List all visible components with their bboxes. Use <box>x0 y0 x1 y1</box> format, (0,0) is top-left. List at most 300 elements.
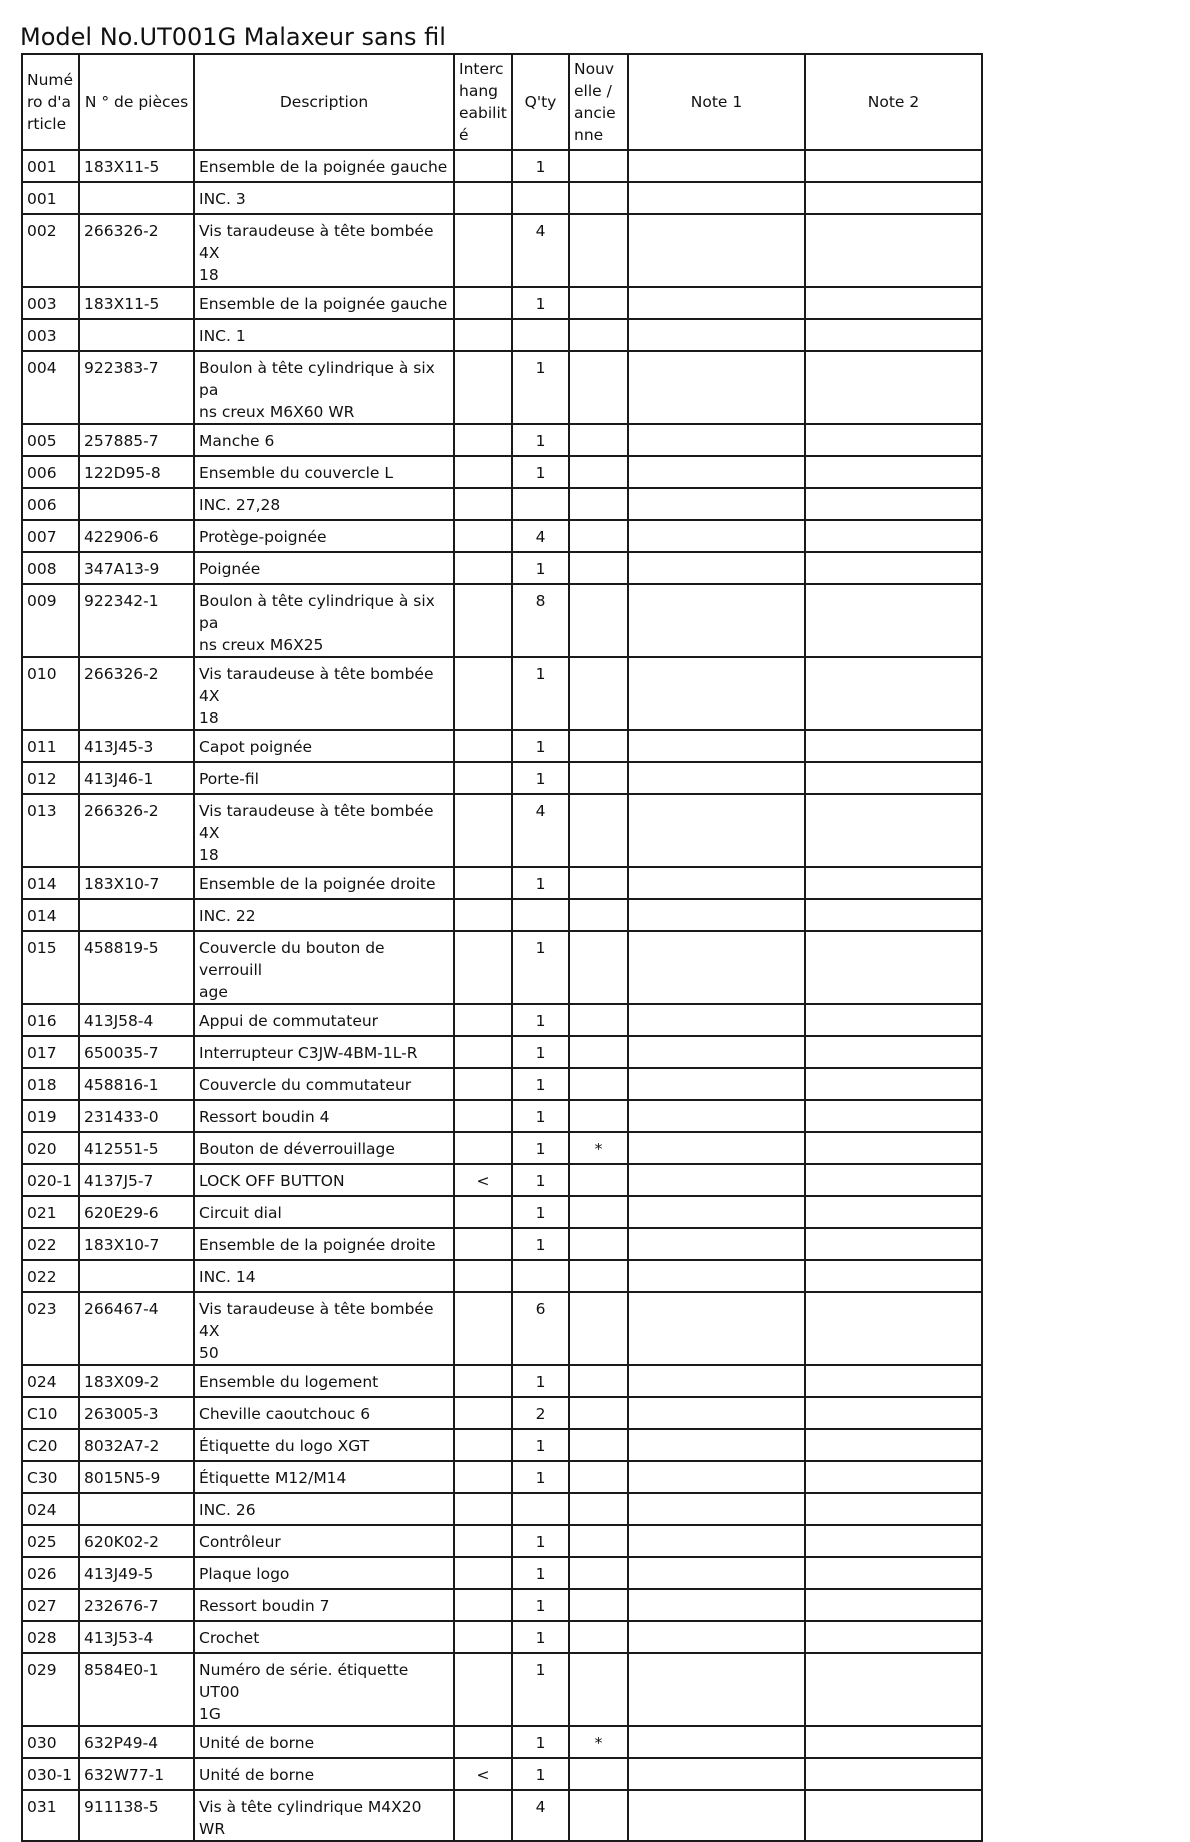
note-1-cell <box>628 1429 805 1461</box>
new-old-cell <box>569 319 628 351</box>
col-header-part-number: N ° de pièces <box>79 54 194 150</box>
note-2-cell <box>805 931 982 1004</box>
part-number-cell <box>79 182 194 214</box>
part-number-cell <box>79 488 194 520</box>
item-number-cell: C30 <box>22 1461 79 1493</box>
new-old-cell <box>569 456 628 488</box>
new-old-cell <box>569 1100 628 1132</box>
note-2-cell <box>805 762 982 794</box>
table-row <box>22 931 982 1004</box>
item-number-cell: 026 <box>22 1557 79 1589</box>
item-number-cell: 014 <box>22 867 79 899</box>
note-1-cell <box>628 867 805 899</box>
item-number-cell: 016 <box>22 1004 79 1036</box>
note-2-cell <box>805 456 982 488</box>
description-cell: Protège-poignée <box>194 520 454 552</box>
note-2-cell <box>805 1557 982 1589</box>
new-old-cell <box>569 1758 628 1790</box>
note-2-cell <box>805 1036 982 1068</box>
note-1-cell <box>628 1365 805 1397</box>
description-cell: Ensemble du couvercle L <box>194 456 454 488</box>
note-2-cell <box>805 1726 982 1758</box>
note-1-cell <box>628 520 805 552</box>
interchangeability-cell <box>454 1260 512 1292</box>
new-old-cell <box>569 424 628 456</box>
description-cell: Ressort boudin 4 <box>194 1100 454 1132</box>
note-2-cell <box>805 730 982 762</box>
interchangeability-cell <box>454 584 512 657</box>
quantity-cell: 1 <box>512 1429 569 1461</box>
description-cell: Vis à tête cylindrique M4X20 WR <box>194 1790 454 1841</box>
note-1-cell <box>628 1790 805 1841</box>
new-old-cell <box>569 1493 628 1525</box>
part-number-cell <box>79 1260 194 1292</box>
part-number-cell: 8584E0-1 <box>79 1653 194 1726</box>
new-old-cell: * <box>569 1726 628 1758</box>
note-1-cell <box>628 1292 805 1365</box>
description-cell: INC. 22 <box>194 899 454 931</box>
part-number-cell: 266326-2 <box>79 214 194 287</box>
table-row <box>22 1196 982 1228</box>
col-header-interchangeability: Interc hang eabilit é <box>454 54 512 150</box>
col-header-note-2: Note 2 <box>805 54 982 150</box>
interchangeability-cell <box>454 794 512 867</box>
new-old-cell: * <box>569 1132 628 1164</box>
table-row <box>22 1790 982 1841</box>
note-2-cell <box>805 1525 982 1557</box>
part-number-cell: 458819-5 <box>79 931 194 1004</box>
description-cell: Capot poignée <box>194 730 454 762</box>
item-number-cell: 006 <box>22 488 79 520</box>
interchangeability-cell <box>454 287 512 319</box>
interchangeability-cell <box>454 214 512 287</box>
interchangeability-cell <box>454 1397 512 1429</box>
note-2-cell <box>805 1292 982 1365</box>
note-2-cell <box>805 1196 982 1228</box>
quantity-cell: 1 <box>512 867 569 899</box>
description-cell: Boulon à tête cylindrique à six pa ns creux M6X60 WR <box>194 351 454 424</box>
description-cell: Boulon à tête cylindrique à six pa ns creux M6X25 <box>194 584 454 657</box>
note-1-cell <box>628 1100 805 1132</box>
description-cell: Appui de commutateur <box>194 1004 454 1036</box>
part-number-cell: 620K02-2 <box>79 1525 194 1557</box>
quantity-cell: 1 <box>512 1036 569 1068</box>
interchangeability-cell <box>454 456 512 488</box>
description-cell: INC. 14 <box>194 1260 454 1292</box>
item-number-cell: 006 <box>22 456 79 488</box>
description-cell: INC. 3 <box>194 182 454 214</box>
new-old-cell <box>569 1461 628 1493</box>
table-row <box>22 1621 982 1653</box>
note-1-cell <box>628 287 805 319</box>
note-2-cell <box>805 1653 982 1726</box>
note-2-cell <box>805 1100 982 1132</box>
new-old-cell <box>569 1164 628 1196</box>
col-header-new-old: Nouv elle / ancie nne <box>569 54 628 150</box>
note-2-cell <box>805 584 982 657</box>
note-2-cell <box>805 1429 982 1461</box>
quantity-cell: 4 <box>512 214 569 287</box>
item-number-cell: 030 <box>22 1726 79 1758</box>
new-old-cell <box>569 1525 628 1557</box>
note-2-cell <box>805 657 982 730</box>
description-cell: Couvercle du bouton de verrouill age <box>194 931 454 1004</box>
description-cell: Plaque logo <box>194 1557 454 1589</box>
interchangeability-cell <box>454 1292 512 1365</box>
note-1-cell <box>628 1397 805 1429</box>
table-row <box>22 1365 982 1397</box>
part-number-cell: 922342-1 <box>79 584 194 657</box>
note-1-cell <box>628 657 805 730</box>
part-number-cell: 413J45-3 <box>79 730 194 762</box>
part-number-cell: 632P49-4 <box>79 1726 194 1758</box>
note-2-cell <box>805 520 982 552</box>
description-cell: Vis taraudeuse à tête bombée 4X 18 <box>194 794 454 867</box>
quantity-cell <box>512 319 569 351</box>
table-row <box>22 584 982 657</box>
table-row <box>22 1164 982 1196</box>
description-cell: Unité de borne <box>194 1758 454 1790</box>
item-number-cell: 030-1 <box>22 1758 79 1790</box>
note-1-cell <box>628 182 805 214</box>
item-number-cell: 001 <box>22 150 79 182</box>
quantity-cell: 1 <box>512 1004 569 1036</box>
new-old-cell <box>569 287 628 319</box>
item-number-cell: C20 <box>22 1429 79 1461</box>
interchangeability-cell <box>454 351 512 424</box>
interchangeability-cell <box>454 1036 512 1068</box>
col-header-item-number: Numé ro d'a rticle <box>22 54 79 150</box>
description-cell: Cheville caoutchouc 6 <box>194 1397 454 1429</box>
description-cell: Vis taraudeuse à tête bombée 4X 50 <box>194 1292 454 1365</box>
part-number-cell: 422906-6 <box>79 520 194 552</box>
interchangeability-cell <box>454 1004 512 1036</box>
part-number-cell: 632W77-1 <box>79 1758 194 1790</box>
note-1-cell <box>628 351 805 424</box>
new-old-cell <box>569 1589 628 1621</box>
item-number-cell: 010 <box>22 657 79 730</box>
part-number-cell: 458816-1 <box>79 1068 194 1100</box>
note-1-cell <box>628 762 805 794</box>
table-row <box>22 1397 982 1429</box>
new-old-cell <box>569 520 628 552</box>
interchangeability-cell <box>454 867 512 899</box>
table-row <box>22 1036 982 1068</box>
note-1-cell <box>628 1653 805 1726</box>
interchangeability-cell <box>454 182 512 214</box>
quantity-cell <box>512 1493 569 1525</box>
part-number-cell: 4137J5-7 <box>79 1164 194 1196</box>
interchangeability-cell <box>454 1429 512 1461</box>
quantity-cell: 1 <box>512 424 569 456</box>
table-row <box>22 150 982 182</box>
description-cell: Ensemble de la poignée gauche <box>194 150 454 182</box>
table-row <box>22 762 982 794</box>
new-old-cell <box>569 1557 628 1589</box>
new-old-cell <box>569 657 628 730</box>
col-header-description: Description <box>194 54 454 150</box>
table-row <box>22 424 982 456</box>
item-number-cell: 022 <box>22 1260 79 1292</box>
note-2-cell <box>805 287 982 319</box>
interchangeability-cell <box>454 730 512 762</box>
table-row <box>22 730 982 762</box>
quantity-cell: 6 <box>512 1292 569 1365</box>
note-1-cell <box>628 1196 805 1228</box>
part-number-cell: 413J58-4 <box>79 1004 194 1036</box>
part-number-cell: 922383-7 <box>79 351 194 424</box>
new-old-cell <box>569 762 628 794</box>
note-1-cell <box>628 150 805 182</box>
note-1-cell <box>628 552 805 584</box>
note-2-cell <box>805 1132 982 1164</box>
interchangeability-cell <box>454 1653 512 1726</box>
quantity-cell: 1 <box>512 1196 569 1228</box>
item-number-cell: 004 <box>22 351 79 424</box>
note-2-cell <box>805 1790 982 1841</box>
quantity-cell: 1 <box>512 351 569 424</box>
new-old-cell <box>569 794 628 867</box>
table-row <box>22 1260 982 1292</box>
note-1-cell <box>628 1228 805 1260</box>
note-2-cell <box>805 424 982 456</box>
description-cell: Ensemble de la poignée gauche <box>194 287 454 319</box>
part-number-cell: 232676-7 <box>79 1589 194 1621</box>
part-number-cell: 266467-4 <box>79 1292 194 1365</box>
item-number-cell: 029 <box>22 1653 79 1726</box>
note-2-cell <box>805 899 982 931</box>
quantity-cell: 1 <box>512 730 569 762</box>
interchangeability-cell <box>454 424 512 456</box>
interchangeability-cell <box>454 1068 512 1100</box>
col-header-note-1: Note 1 <box>628 54 805 150</box>
description-cell: Poignée <box>194 552 454 584</box>
quantity-cell: 1 <box>512 1589 569 1621</box>
note-1-cell <box>628 1493 805 1525</box>
table-row <box>22 456 982 488</box>
new-old-cell <box>569 1365 628 1397</box>
new-old-cell <box>569 488 628 520</box>
note-2-cell <box>805 351 982 424</box>
quantity-cell: 1 <box>512 657 569 730</box>
part-number-cell: 122D95-8 <box>79 456 194 488</box>
interchangeability-cell <box>454 150 512 182</box>
quantity-cell: 1 <box>512 1726 569 1758</box>
interchangeability-cell: < <box>454 1164 512 1196</box>
table-row <box>22 287 982 319</box>
new-old-cell <box>569 584 628 657</box>
part-number-cell: 257885-7 <box>79 424 194 456</box>
page-title: Model No.UT001G Malaxeur sans fil <box>20 23 446 51</box>
quantity-cell: 1 <box>512 287 569 319</box>
part-number-cell: 412551-5 <box>79 1132 194 1164</box>
item-number-cell: 024 <box>22 1365 79 1397</box>
item-number-cell: 007 <box>22 520 79 552</box>
part-number-cell: 8015N5-9 <box>79 1461 194 1493</box>
new-old-cell <box>569 214 628 287</box>
quantity-cell: 1 <box>512 762 569 794</box>
table-header-row <box>22 54 982 150</box>
interchangeability-cell <box>454 552 512 584</box>
interchangeability-cell <box>454 762 512 794</box>
item-number-cell: 017 <box>22 1036 79 1068</box>
part-number-cell: 231433-0 <box>79 1100 194 1132</box>
new-old-cell <box>569 1004 628 1036</box>
quantity-cell: 1 <box>512 552 569 584</box>
quantity-cell: 1 <box>512 1557 569 1589</box>
new-old-cell <box>569 1653 628 1726</box>
note-2-cell <box>805 488 982 520</box>
table-row <box>22 319 982 351</box>
note-1-cell <box>628 488 805 520</box>
item-number-cell: 023 <box>22 1292 79 1365</box>
interchangeability-cell <box>454 1493 512 1525</box>
quantity-cell: 1 <box>512 1132 569 1164</box>
interchangeability-cell <box>454 899 512 931</box>
item-number-cell: 009 <box>22 584 79 657</box>
new-old-cell <box>569 1292 628 1365</box>
quantity-cell: 1 <box>512 1228 569 1260</box>
description-cell: Ensemble de la poignée droite <box>194 867 454 899</box>
description-cell: Ensemble du logement <box>194 1365 454 1397</box>
col-header-quantity: Q'ty <box>512 54 569 150</box>
quantity-cell <box>512 488 569 520</box>
quantity-cell: 1 <box>512 1653 569 1726</box>
interchangeability-cell <box>454 319 512 351</box>
note-1-cell <box>628 584 805 657</box>
description-cell: INC. 1 <box>194 319 454 351</box>
quantity-cell: 1 <box>512 1100 569 1132</box>
item-number-cell: 012 <box>22 762 79 794</box>
note-1-cell <box>628 1004 805 1036</box>
quantity-cell: 1 <box>512 931 569 1004</box>
item-number-cell: 022 <box>22 1228 79 1260</box>
table-row <box>22 657 982 730</box>
part-number-cell: 183X11-5 <box>79 287 194 319</box>
note-1-cell <box>628 1036 805 1068</box>
description-cell: Vis taraudeuse à tête bombée 4X 18 <box>194 214 454 287</box>
item-number-cell: 003 <box>22 319 79 351</box>
table-row <box>22 899 982 931</box>
interchangeability-cell <box>454 657 512 730</box>
interchangeability-cell <box>454 1365 512 1397</box>
table-row <box>22 1292 982 1365</box>
table-row <box>22 1100 982 1132</box>
table-row <box>22 1429 982 1461</box>
note-2-cell <box>805 1461 982 1493</box>
note-1-cell <box>628 214 805 287</box>
description-cell: INC. 27,28 <box>194 488 454 520</box>
description-cell: INC. 26 <box>194 1493 454 1525</box>
quantity-cell: 1 <box>512 1164 569 1196</box>
item-number-cell: 003 <box>22 287 79 319</box>
part-number-cell: 413J53-4 <box>79 1621 194 1653</box>
quantity-cell: 1 <box>512 1525 569 1557</box>
new-old-cell <box>569 351 628 424</box>
description-cell: Vis taraudeuse à tête bombée 4X 18 <box>194 657 454 730</box>
note-1-cell <box>628 931 805 1004</box>
description-cell: Étiquette M12/M14 <box>194 1461 454 1493</box>
table-row <box>22 794 982 867</box>
item-number-cell: 011 <box>22 730 79 762</box>
note-1-cell <box>628 730 805 762</box>
interchangeability-cell <box>454 1461 512 1493</box>
quantity-cell: 4 <box>512 520 569 552</box>
new-old-cell <box>569 552 628 584</box>
table-row <box>22 488 982 520</box>
note-1-cell <box>628 1164 805 1196</box>
note-1-cell <box>628 456 805 488</box>
table-row <box>22 182 982 214</box>
note-1-cell <box>628 899 805 931</box>
item-number-cell: 019 <box>22 1100 79 1132</box>
item-number-cell: 027 <box>22 1589 79 1621</box>
table-row <box>22 351 982 424</box>
quantity-cell <box>512 182 569 214</box>
description-cell: Porte-fil <box>194 762 454 794</box>
table-row <box>22 552 982 584</box>
part-number-cell: 413J49-5 <box>79 1557 194 1589</box>
note-2-cell <box>805 1004 982 1036</box>
table-row <box>22 1493 982 1525</box>
new-old-cell <box>569 1429 628 1461</box>
part-number-cell: 266326-2 <box>79 657 194 730</box>
description-cell: LOCK OFF BUTTON <box>194 1164 454 1196</box>
description-cell: Ensemble de la poignée droite <box>194 1228 454 1260</box>
note-1-cell <box>628 424 805 456</box>
item-number-cell: 025 <box>22 1525 79 1557</box>
part-number-cell: 183X10-7 <box>79 867 194 899</box>
description-cell: Couvercle du commutateur <box>194 1068 454 1100</box>
interchangeability-cell <box>454 1132 512 1164</box>
note-2-cell <box>805 214 982 287</box>
note-2-cell <box>805 1621 982 1653</box>
description-cell: Unité de borne <box>194 1726 454 1758</box>
item-number-cell: 001 <box>22 182 79 214</box>
interchangeability-cell <box>454 1196 512 1228</box>
part-number-cell: 620E29-6 <box>79 1196 194 1228</box>
item-number-cell: 021 <box>22 1196 79 1228</box>
interchangeability-cell <box>454 1100 512 1132</box>
quantity-cell: 4 <box>512 794 569 867</box>
description-cell: Manche 6 <box>194 424 454 456</box>
note-1-cell <box>628 1132 805 1164</box>
note-1-cell <box>628 1525 805 1557</box>
new-old-cell <box>569 931 628 1004</box>
table-row <box>22 1557 982 1589</box>
item-number-cell: 024 <box>22 1493 79 1525</box>
quantity-cell: 1 <box>512 1621 569 1653</box>
item-number-cell: 005 <box>22 424 79 456</box>
table-row <box>22 214 982 287</box>
interchangeability-cell <box>454 1557 512 1589</box>
note-2-cell <box>805 150 982 182</box>
quantity-cell: 1 <box>512 1461 569 1493</box>
table-row <box>22 1228 982 1260</box>
part-number-cell: 347A13-9 <box>79 552 194 584</box>
new-old-cell <box>569 867 628 899</box>
item-number-cell: 014 <box>22 899 79 931</box>
note-2-cell <box>805 1758 982 1790</box>
interchangeability-cell: < <box>454 1758 512 1790</box>
note-1-cell <box>628 1589 805 1621</box>
table-row <box>22 1004 982 1036</box>
quantity-cell: 8 <box>512 584 569 657</box>
note-2-cell <box>805 1365 982 1397</box>
item-number-cell: C10 <box>22 1397 79 1429</box>
note-2-cell <box>805 1068 982 1100</box>
new-old-cell <box>569 730 628 762</box>
